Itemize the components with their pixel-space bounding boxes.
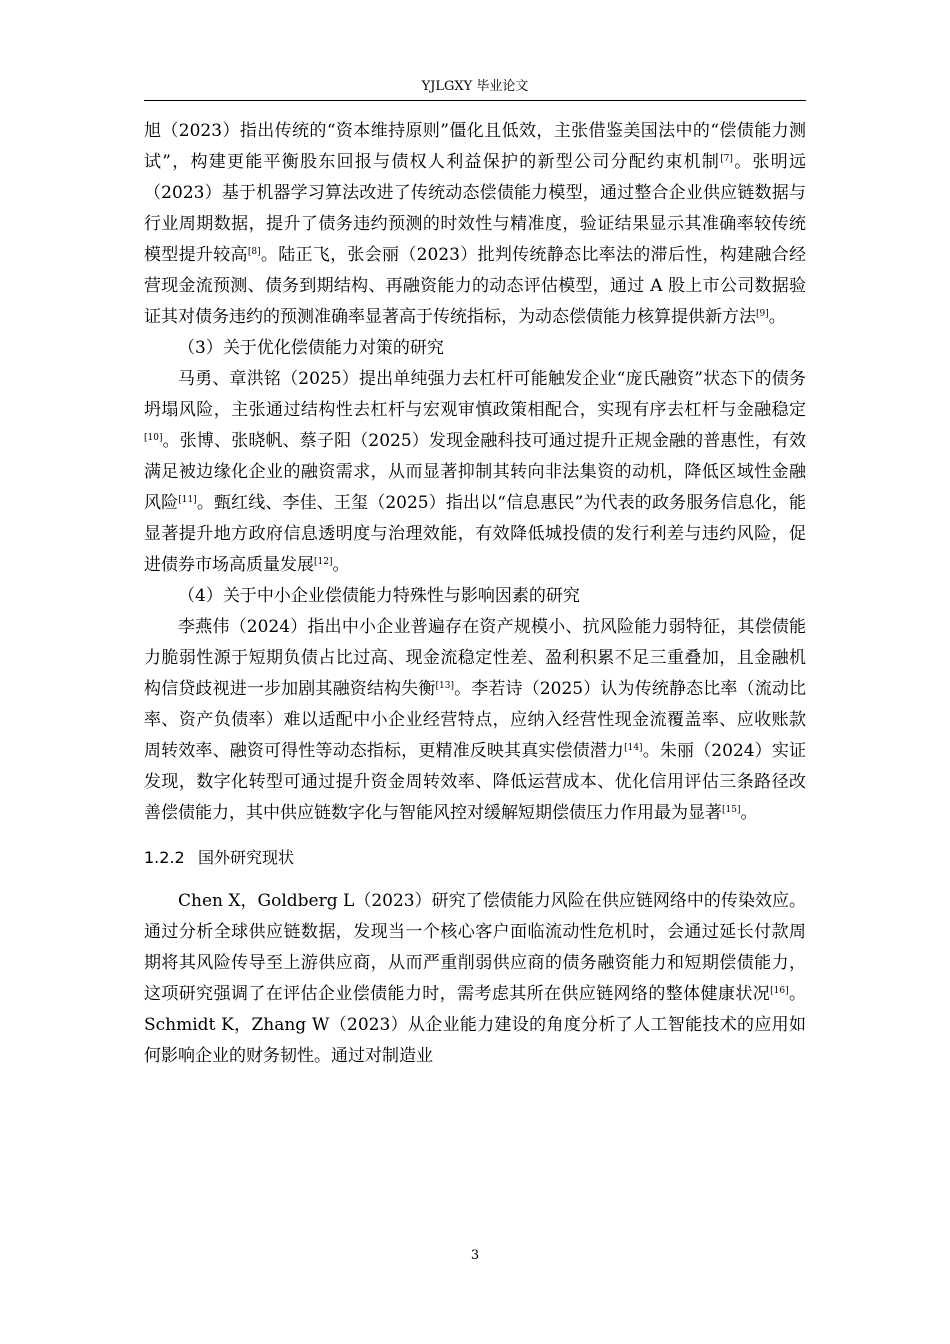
text-run: 马勇、章洪铭（2025）提出单纯强力去杠杆可能触发企业“庞氏融资”状态下的债务坍塌风险，主张通过结构性去杠杆与宏观审慎政策相配合，实现有序去杠杆与金融稳定 [144,369,806,420]
header-rule [144,100,806,101]
subheading-4: （4）关于中小企业偿债能力特殊性与影响因素的研究 [178,586,580,606]
running-header: YJLGXY 毕业论文 [421,79,529,94]
text-run: 。张明远（2023）基于机器学习算法改进了传统动态偿债能力模型，通过整合企业供应链数据与行业周期数据，提升了债务违约预测的时效性与精准度，验证结果显示其准确率较传统模型提升较高 [144,152,806,265]
section-heading [144,845,806,871]
paragraph [144,364,806,581]
text-run: 。朱丽（2024）实证发现，数字化转型可通过提升资金周转效率、降低运营成本、优化信用评估三条路径改善偿债能力，其中供应链数字化与智能风控对缓解短期偿债压力作用最为显著 [144,741,807,823]
citation-ref: [12] [314,557,333,567]
text-run: 。 [740,803,758,823]
citation-ref: [10] [144,433,163,443]
text-run: 。甄红线、李佳、王玺（2025）指出以“信息惠民”为代表的政务服务信息化，能显著提升地方政府信息透明度与治理效能，有效降低城投债的发行利差与违约风险，促进债券市场高质量发展 [144,493,806,575]
citation-ref: [14] [624,743,643,753]
subheading-3: （3）关于优化偿债能力对策的研究 [178,338,444,358]
citation-ref: [7] [720,154,733,164]
text-run: 旭（2023）指出传统的“资本维持原则”僵化且低效，主张借鉴美国法中的“偿债能力测试”，构建更能平衡股东回报与债权人利益保护的新型公司分配约束机制 [144,121,806,172]
citation-ref: [13] [435,681,454,691]
citation-ref: [11] [178,495,197,505]
paragraph-continued [144,116,806,333]
citation-ref: [8] [247,247,261,257]
text-run: Chen X，Goldberg L（2023）研究了偿债能力风险在供应链网络中的传染效应。通过分析全球供应链数据，发现当一个核心客户面临流动性危机时，会通过延长付款周期将其风险传导至上游供应商，从而严重削弱供应商的债务融资能力和短期偿债能力，这项研究强调了在评估企业偿债能力时，需考虑其所在供应链网络的整体健康状况 [144,891,806,1004]
text-run: 。Schmidt K，Zhang W（2023）从企业能力建设的角度分析了人工智能技术的应用如何影响企业的财务韧性。通过对制造业 [144,984,807,1066]
document-body [144,116,806,1072]
text-run: 。 [768,307,786,327]
paragraph [144,612,806,829]
text-run: 。陆正飞，张会丽（2023）批判传统静态比率法的滞后性，构建融合经营现金流预测、债务到期结构、再融资能力的动态评估模型，通过 A 股上市公司数据验证其对债务违约的预测准确率显著高于传统指标，为动态偿债能力核算提供新方法 [144,245,807,327]
page-number: 3 [470,1248,480,1263]
citation-ref: [15] [722,805,741,815]
citation-ref: [9] [756,309,769,319]
text-run: 。 [332,555,350,575]
section-number: 1.2.2 [144,848,185,867]
citation-ref: [16] [770,986,789,996]
text-run: 。李若诗（2025）认为传统静态比率（流动比率、资产负债率）难以适配中小企业经营特点，应纳入经营性现金流覆盖率、应收账款周转效率、融资可得性等动态指标，更精准反映其真实偿债潜力 [144,679,807,761]
paragraph [144,886,806,1072]
text-run: 。张博、张晓帆、蔡子阳（2025）发现金融科技可通过提升正规金融的普惠性，有效满足被边缘化企业的融资需求，从而显著抑制其转向非法集资的动机，降低区域性金融风险 [144,431,806,513]
text-run: 李燕伟（2024）指出中小企业普遍存在资产规模小、抗风险能力弱特征，其偿债能力脆弱性源于短期负债占比过高、现金流稳定性差、盈利积累不足三重叠加，且金融机构信贷歧视进一步加剧其融资结构失衡 [144,617,806,699]
section-title: 国外研究现状 [198,848,295,867]
